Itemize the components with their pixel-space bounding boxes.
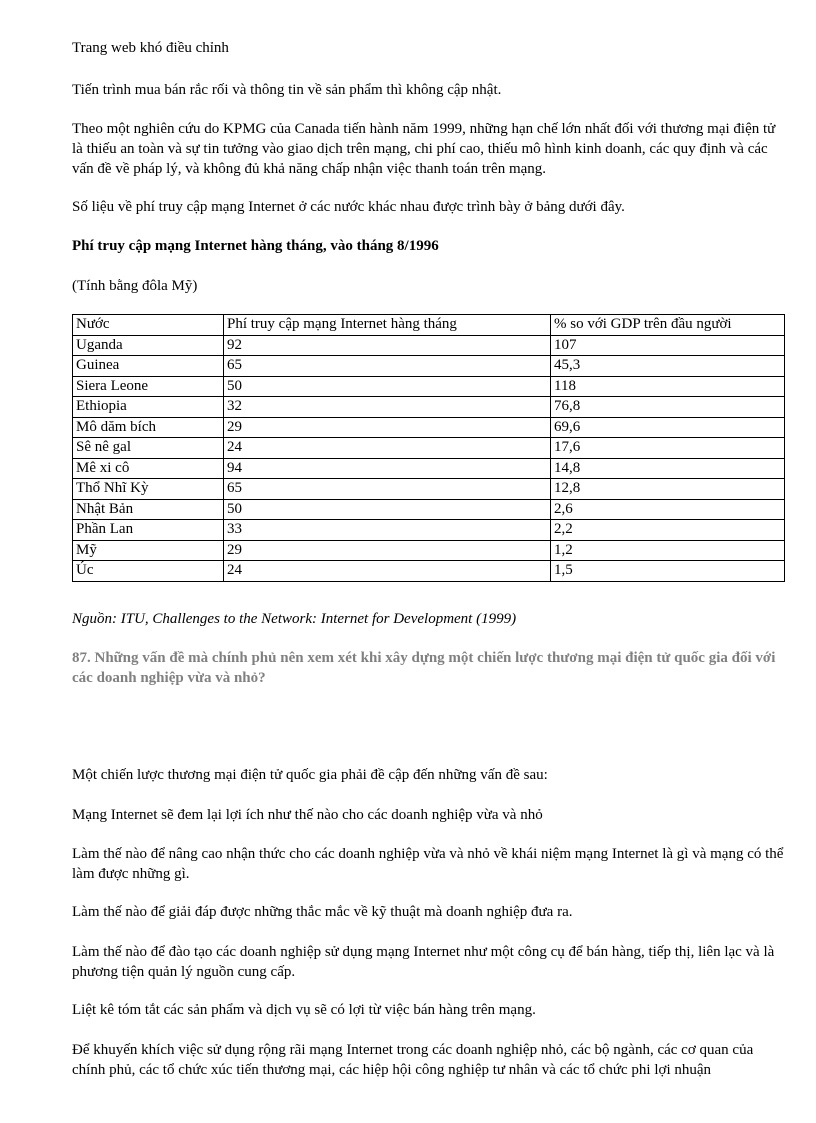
table-row bbox=[73, 356, 785, 377]
fee-cell: 24 bbox=[224, 561, 551, 582]
table-header-cell: Phí truy cập mạng Internet hàng tháng bbox=[224, 315, 551, 336]
country-cell: Nhật Bản bbox=[73, 499, 224, 520]
fee-cell: 50 bbox=[224, 499, 551, 520]
table-row bbox=[73, 376, 785, 397]
fee-cell: 94 bbox=[224, 458, 551, 479]
table-row bbox=[73, 397, 785, 418]
table-unit: (Tính bằng đôla Mỹ) bbox=[72, 278, 198, 294]
gdp-percent-cell: 2,6 bbox=[551, 499, 785, 520]
country-cell: Siera Leone bbox=[73, 376, 224, 397]
fee-cell: 29 bbox=[224, 417, 551, 438]
paragraph: Làm thế nào để đào tạo các doanh nghiệp sử dụng mạng Internet như một công cụ để bán hàng, tiếp thị, liên lạc và là phương tiện quản lý nguồn cung cấp. bbox=[72, 944, 775, 980]
fee-cell: 65 bbox=[224, 356, 551, 377]
gdp-percent-cell: 1,2 bbox=[551, 540, 785, 561]
gdp-percent-cell: 12,8 bbox=[551, 479, 785, 500]
paragraph: Liệt kê tóm tắt các sản phẩm và dịch vụ sẽ có lợi từ việc bán hàng trên mạng. bbox=[72, 1002, 536, 1018]
table-row bbox=[73, 479, 785, 500]
table-row bbox=[73, 520, 785, 541]
fee-cell: 29 bbox=[224, 540, 551, 561]
gdp-percent-cell: 14,8 bbox=[551, 458, 785, 479]
country-cell: Ethiopia bbox=[73, 397, 224, 418]
gdp-percent-cell: 69,6 bbox=[551, 417, 785, 438]
gdp-percent-cell: 76,8 bbox=[551, 397, 785, 418]
country-cell: Thổ Nhĩ Kỳ bbox=[73, 479, 224, 500]
fee-cell: 50 bbox=[224, 376, 551, 397]
paragraph: Để khuyến khích việc sử dụng rộng rãi mạng Internet trong các doanh nghiệp nhỏ, các bộ ngành, các cơ quan của chính phủ, các tổ chức xúc tiến thương mại, các hiệp hội công nghiệp tư nhân và các tổ chức phi lợi nhuận bbox=[72, 1042, 754, 1078]
fee-cell: 92 bbox=[224, 335, 551, 356]
fee-cell: 32 bbox=[224, 397, 551, 418]
fee-cell: 33 bbox=[224, 520, 551, 541]
gdp-percent-cell: 17,6 bbox=[551, 438, 785, 459]
paragraph: Một chiến lược thương mại điện tử quốc gia phải đề cập đến những vấn đề sau: bbox=[72, 767, 548, 783]
paragraph: Trang web khó điều chỉnh bbox=[72, 40, 229, 56]
gdp-percent-cell: 107 bbox=[551, 335, 785, 356]
table-row bbox=[73, 540, 785, 561]
country-cell: Sê nê gal bbox=[73, 438, 224, 459]
table-row bbox=[73, 417, 785, 438]
country-cell: Mô dăm bích bbox=[73, 417, 224, 438]
paragraph: Làm thế nào để giải đáp được những thắc mắc về kỹ thuật mà doanh nghiệp đưa ra. bbox=[72, 904, 573, 920]
paragraph: Tiến trình mua bán rắc rối và thông tin về sản phẩm thì không cập nhật. bbox=[72, 82, 502, 98]
gdp-percent-cell: 2,2 bbox=[551, 520, 785, 541]
gdp-percent-cell: 118 bbox=[551, 376, 785, 397]
paragraph: Số liệu về phí truy cập mạng Internet ở các nước khác nhau được trình bày ở bảng dưới đây. bbox=[72, 199, 625, 215]
data-table bbox=[72, 314, 785, 582]
fee-cell: 24 bbox=[224, 438, 551, 459]
table-row bbox=[73, 499, 785, 520]
table-title: Phí truy cập mạng Internet hàng tháng, vào tháng 8/1996 bbox=[72, 238, 439, 254]
source-note: Nguồn: ITU, Challenges to the Network: Internet for Development (1999) bbox=[72, 611, 517, 627]
question-heading: 87. Những vấn đề mà chính phủ nên xem xét khi xây dựng một chiến lược thương mại điện tử quốc gia đối với các doanh nghiệp vừa và nhỏ? bbox=[72, 650, 776, 686]
country-cell: Mỹ bbox=[73, 540, 224, 561]
paragraph: Theo một nghiên cứu do KPMG của Canada tiến hành năm 1999, những hạn chế lớn nhất đối với thương mại điện tử là thiếu an toàn và sự tin tưởng vào giao dịch trên mạng, chi phí cao, thiếu mô hình kinh doanh, các quy định và các vấn đề về pháp lý, và không đủ khả năng chấp nhận việc thanh toán trên mạng. bbox=[72, 121, 776, 177]
table-header-cell: Nước bbox=[73, 315, 224, 336]
country-cell: Úc bbox=[73, 561, 224, 582]
country-cell: Mê xi cô bbox=[73, 458, 224, 479]
gdp-percent-cell: 45,3 bbox=[551, 356, 785, 377]
country-cell: Guinea bbox=[73, 356, 224, 377]
table-row bbox=[73, 561, 785, 582]
country-cell: Uganda bbox=[73, 335, 224, 356]
table-header-cell: % so với GDP trên đầu người bbox=[551, 315, 785, 336]
table-row bbox=[73, 438, 785, 459]
fee-cell: 65 bbox=[224, 479, 551, 500]
paragraph: Mạng Internet sẽ đem lại lợi ích như thế nào cho các doanh nghiệp vừa và nhỏ bbox=[72, 807, 543, 823]
paragraph: Làm thế nào để nâng cao nhận thức cho các doanh nghiệp vừa và nhỏ về khái niệm mạng Internet là gì và mạng có thể làm được những gì. bbox=[72, 846, 784, 882]
table-row bbox=[73, 335, 785, 356]
country-cell: Phần Lan bbox=[73, 520, 224, 541]
gdp-percent-cell: 1,5 bbox=[551, 561, 785, 582]
table-header-row bbox=[73, 315, 785, 336]
table-row bbox=[73, 458, 785, 479]
